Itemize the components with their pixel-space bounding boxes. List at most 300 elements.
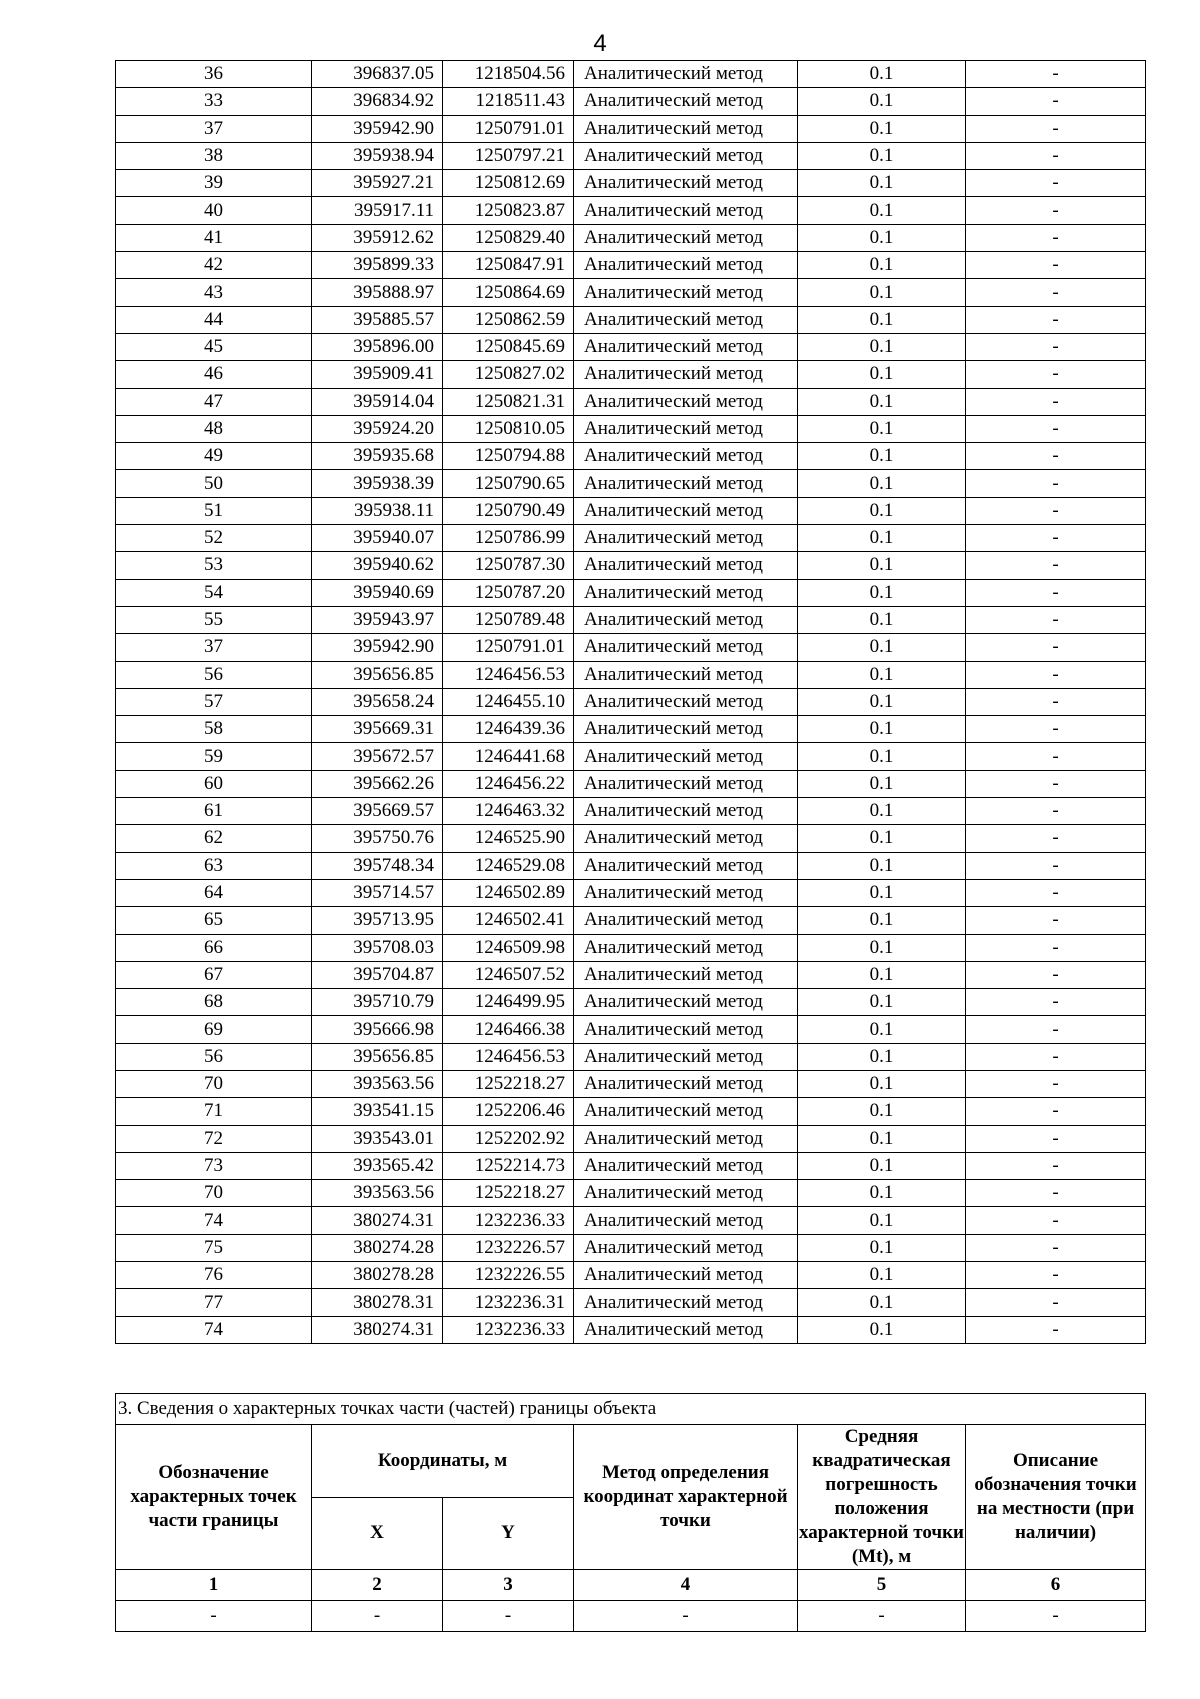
section-title: 3. Сведения о характерных точках части (частей) границы объекта	[116, 1394, 1146, 1425]
description-cell: -	[966, 197, 1146, 224]
table-row	[116, 1289, 1146, 1316]
empty-cell: -	[574, 1601, 798, 1632]
table-row	[116, 388, 1146, 415]
y-coordinate-cell: 1250845.69	[443, 333, 574, 360]
method-cell: Аналитический метод	[574, 388, 798, 415]
x-coordinate-cell: 395669.57	[312, 798, 443, 825]
description-cell: -	[966, 497, 1146, 524]
y-coordinate-cell: 1250789.48	[443, 606, 574, 633]
y-coordinate-cell: 1246455.10	[443, 688, 574, 715]
x-coordinate-cell: 395704.87	[312, 961, 443, 988]
point-id-cell: 45	[116, 333, 312, 360]
page-number: 4	[593, 30, 607, 57]
point-id-cell: 53	[116, 552, 312, 579]
x-coordinate-cell: 393563.56	[312, 1070, 443, 1097]
empty-cell: -	[116, 1601, 312, 1632]
description-cell: -	[966, 252, 1146, 279]
table-row	[116, 1234, 1146, 1261]
description-cell: -	[966, 743, 1146, 770]
description-cell: -	[966, 525, 1146, 552]
y-coordinate-cell: 1250790.65	[443, 470, 574, 497]
table-row	[116, 115, 1146, 142]
method-cell: Аналитический метод	[574, 1016, 798, 1043]
description-cell: -	[966, 579, 1146, 606]
y-coordinate-cell: 1250847.91	[443, 252, 574, 279]
table-row	[116, 525, 1146, 552]
error-cell: 0.1	[798, 333, 966, 360]
point-id-cell: 36	[116, 61, 312, 88]
point-id-cell: 44	[116, 306, 312, 333]
method-cell: Аналитический метод	[574, 61, 798, 88]
description-cell: -	[966, 1070, 1146, 1097]
x-coordinate-cell: 393563.56	[312, 1180, 443, 1207]
point-id-cell: 65	[116, 907, 312, 934]
empty-cell: -	[443, 1601, 574, 1632]
x-coordinate-cell: 395708.03	[312, 934, 443, 961]
error-cell: 0.1	[798, 279, 966, 306]
error-cell: 0.1	[798, 1289, 966, 1316]
table-row	[116, 688, 1146, 715]
description-cell: -	[966, 1125, 1146, 1152]
description-cell: -	[966, 1316, 1146, 1343]
y-coordinate-cell: 1232236.31	[443, 1289, 574, 1316]
method-cell: Аналитический метод	[574, 88, 798, 115]
description-cell: -	[966, 798, 1146, 825]
method-cell: Аналитический метод	[574, 1289, 798, 1316]
method-cell: Аналитический метод	[574, 989, 798, 1016]
header-coordinates: Координаты, м	[312, 1425, 574, 1498]
description-cell: -	[966, 1207, 1146, 1234]
method-cell: Аналитический метод	[574, 497, 798, 524]
point-id-cell: 48	[116, 415, 312, 442]
y-coordinate-cell: 1250787.30	[443, 552, 574, 579]
description-cell: -	[966, 1180, 1146, 1207]
table-row	[116, 1016, 1146, 1043]
error-cell: 0.1	[798, 798, 966, 825]
column-number: 3	[443, 1570, 574, 1601]
table-row	[116, 1316, 1146, 1343]
error-cell: 0.1	[798, 743, 966, 770]
method-cell: Аналитический метод	[574, 224, 798, 251]
method-cell: Аналитический метод	[574, 879, 798, 906]
y-coordinate-cell: 1246456.53	[443, 1043, 574, 1070]
method-cell: Аналитический метод	[574, 579, 798, 606]
y-coordinate-cell: 1246441.68	[443, 743, 574, 770]
error-cell: 0.1	[798, 606, 966, 633]
point-id-cell: 77	[116, 1289, 312, 1316]
description-cell: -	[966, 388, 1146, 415]
x-coordinate-cell: 380274.31	[312, 1207, 443, 1234]
method-cell: Аналитический метод	[574, 825, 798, 852]
method-cell: Аналитический метод	[574, 142, 798, 169]
point-id-cell: 42	[116, 252, 312, 279]
error-cell: 0.1	[798, 497, 966, 524]
table-row	[116, 634, 1146, 661]
method-cell: Аналитический метод	[574, 606, 798, 633]
description-cell: -	[966, 688, 1146, 715]
header-error: Средняя квадратическая погрешность положения характерной точки (Mt), м	[798, 1425, 966, 1570]
y-coordinate-cell: 1246502.89	[443, 879, 574, 906]
x-coordinate-cell: 395940.62	[312, 552, 443, 579]
error-cell: 0.1	[798, 306, 966, 333]
x-coordinate-cell: 395938.11	[312, 497, 443, 524]
x-coordinate-cell: 395899.33	[312, 252, 443, 279]
error-cell: 0.1	[798, 224, 966, 251]
y-coordinate-cell: 1246466.38	[443, 1016, 574, 1043]
point-id-cell: 74	[116, 1316, 312, 1343]
error-cell: 0.1	[798, 1207, 966, 1234]
description-cell: -	[966, 606, 1146, 633]
table-row	[116, 716, 1146, 743]
description-cell: -	[966, 661, 1146, 688]
y-coordinate-cell: 1246502.41	[443, 907, 574, 934]
table-row	[116, 306, 1146, 333]
error-cell: 0.1	[798, 879, 966, 906]
point-id-cell: 54	[116, 579, 312, 606]
point-id-cell: 62	[116, 825, 312, 852]
point-id-cell: 40	[116, 197, 312, 224]
method-cell: Аналитический метод	[574, 798, 798, 825]
description-cell: -	[966, 1262, 1146, 1289]
x-coordinate-cell: 393565.42	[312, 1152, 443, 1179]
empty-cell: -	[312, 1601, 443, 1632]
x-coordinate-cell: 396837.05	[312, 61, 443, 88]
header-description: Описание обозначения точки на местности (при наличии)	[966, 1425, 1146, 1570]
error-cell: 0.1	[798, 1316, 966, 1343]
y-coordinate-cell: 1250823.87	[443, 197, 574, 224]
table-row	[116, 552, 1146, 579]
error-cell: 0.1	[798, 1234, 966, 1261]
table-row	[116, 497, 1146, 524]
method-cell: Аналитический метод	[574, 1180, 798, 1207]
x-coordinate-cell: 395669.31	[312, 716, 443, 743]
point-id-cell: 69	[116, 1016, 312, 1043]
method-cell: Аналитический метод	[574, 415, 798, 442]
method-cell: Аналитический метод	[574, 1207, 798, 1234]
description-cell: -	[966, 825, 1146, 852]
method-cell: Аналитический метод	[574, 1152, 798, 1179]
error-cell: 0.1	[798, 1043, 966, 1070]
method-cell: Аналитический метод	[574, 743, 798, 770]
method-cell: Аналитический метод	[574, 197, 798, 224]
method-cell: Аналитический метод	[574, 1098, 798, 1125]
section-title-row	[116, 1394, 1146, 1425]
x-coordinate-cell: 395943.97	[312, 606, 443, 633]
x-coordinate-cell: 395942.90	[312, 115, 443, 142]
y-coordinate-cell: 1250827.02	[443, 361, 574, 388]
table-row	[116, 333, 1146, 360]
error-cell: 0.1	[798, 361, 966, 388]
error-cell: 0.1	[798, 770, 966, 797]
table-row	[116, 579, 1146, 606]
table-row	[116, 961, 1146, 988]
point-id-cell: 59	[116, 743, 312, 770]
error-cell: 0.1	[798, 1152, 966, 1179]
method-cell: Аналитический метод	[574, 1070, 798, 1097]
description-cell: -	[966, 61, 1146, 88]
y-coordinate-cell: 1250790.49	[443, 497, 574, 524]
point-id-cell: 72	[116, 1125, 312, 1152]
table-row	[116, 879, 1146, 906]
y-coordinate-cell: 1250829.40	[443, 224, 574, 251]
error-cell: 0.1	[798, 1180, 966, 1207]
method-cell: Аналитический метод	[574, 1316, 798, 1343]
point-id-cell: 76	[116, 1262, 312, 1289]
error-cell: 0.1	[798, 115, 966, 142]
table-row	[116, 798, 1146, 825]
y-coordinate-cell: 1250821.31	[443, 388, 574, 415]
x-coordinate-cell: 395917.11	[312, 197, 443, 224]
points-table-body	[116, 61, 1146, 1344]
table-row	[116, 1098, 1146, 1125]
description-cell: -	[966, 1289, 1146, 1316]
error-cell: 0.1	[798, 170, 966, 197]
method-cell: Аналитический метод	[574, 170, 798, 197]
error-cell: 0.1	[798, 579, 966, 606]
table-row	[116, 1125, 1146, 1152]
y-coordinate-cell: 1246509.98	[443, 934, 574, 961]
y-coordinate-cell: 1246456.22	[443, 770, 574, 797]
error-cell: 0.1	[798, 961, 966, 988]
method-cell: Аналитический метод	[574, 852, 798, 879]
point-id-cell: 70	[116, 1180, 312, 1207]
point-id-cell: 37	[116, 115, 312, 142]
error-cell: 0.1	[798, 470, 966, 497]
point-id-cell: 46	[116, 361, 312, 388]
y-coordinate-cell: 1246525.90	[443, 825, 574, 852]
table-row	[116, 934, 1146, 961]
error-cell: 0.1	[798, 634, 966, 661]
table-row	[116, 743, 1146, 770]
description-cell: -	[966, 115, 1146, 142]
description-cell: -	[966, 333, 1146, 360]
error-cell: 0.1	[798, 197, 966, 224]
y-coordinate-cell: 1218511.43	[443, 88, 574, 115]
y-coordinate-cell: 1250791.01	[443, 634, 574, 661]
method-cell: Аналитический метод	[574, 333, 798, 360]
description-cell: -	[966, 716, 1146, 743]
error-cell: 0.1	[798, 907, 966, 934]
method-cell: Аналитический метод	[574, 688, 798, 715]
description-cell: -	[966, 1016, 1146, 1043]
y-coordinate-cell: 1246507.52	[443, 961, 574, 988]
error-cell: 0.1	[798, 934, 966, 961]
column-number: 6	[966, 1570, 1146, 1601]
table-row	[116, 443, 1146, 470]
y-coordinate-cell: 1250787.20	[443, 579, 574, 606]
y-coordinate-cell: 1250786.99	[443, 525, 574, 552]
y-coordinate-cell: 1250812.69	[443, 170, 574, 197]
description-cell: -	[966, 852, 1146, 879]
y-coordinate-cell: 1232236.33	[443, 1207, 574, 1234]
header-method: Метод определения координат характерной точки	[574, 1425, 798, 1570]
error-cell: 0.1	[798, 88, 966, 115]
x-coordinate-cell: 395748.34	[312, 852, 443, 879]
x-coordinate-cell: 395942.90	[312, 634, 443, 661]
error-cell: 0.1	[798, 1125, 966, 1152]
x-coordinate-cell: 395924.20	[312, 415, 443, 442]
x-coordinate-cell: 395927.21	[312, 170, 443, 197]
y-coordinate-cell: 1246463.32	[443, 798, 574, 825]
x-coordinate-cell: 395914.04	[312, 388, 443, 415]
error-cell: 0.1	[798, 1070, 966, 1097]
description-cell: -	[966, 361, 1146, 388]
error-cell: 0.1	[798, 388, 966, 415]
table-row	[116, 197, 1146, 224]
column-number: 1	[116, 1570, 312, 1601]
header-x: X	[312, 1497, 443, 1570]
table-row	[116, 1070, 1146, 1097]
table-row	[116, 852, 1146, 879]
description-cell: -	[966, 989, 1146, 1016]
point-id-cell: 58	[116, 716, 312, 743]
method-cell: Аналитический метод	[574, 443, 798, 470]
description-cell: -	[966, 306, 1146, 333]
table-row	[116, 989, 1146, 1016]
table-row	[116, 279, 1146, 306]
error-cell: 0.1	[798, 716, 966, 743]
x-coordinate-cell: 395909.41	[312, 361, 443, 388]
point-id-cell: 68	[116, 989, 312, 1016]
x-coordinate-cell: 393541.15	[312, 1098, 443, 1125]
table-row	[116, 361, 1146, 388]
table-row	[116, 825, 1146, 852]
point-id-cell: 33	[116, 88, 312, 115]
x-coordinate-cell: 395938.39	[312, 470, 443, 497]
y-coordinate-cell: 1232226.55	[443, 1262, 574, 1289]
y-coordinate-cell: 1252206.46	[443, 1098, 574, 1125]
point-id-cell: 37	[116, 634, 312, 661]
method-cell: Аналитический метод	[574, 770, 798, 797]
point-id-cell: 39	[116, 170, 312, 197]
x-coordinate-cell: 395912.62	[312, 224, 443, 251]
y-coordinate-cell: 1246456.53	[443, 661, 574, 688]
method-cell: Аналитический метод	[574, 361, 798, 388]
description-cell: -	[966, 961, 1146, 988]
point-id-cell: 71	[116, 1098, 312, 1125]
error-cell: 0.1	[798, 989, 966, 1016]
method-cell: Аналитический метод	[574, 1043, 798, 1070]
y-coordinate-cell: 1252218.27	[443, 1070, 574, 1097]
point-id-cell: 56	[116, 1043, 312, 1070]
x-coordinate-cell: 395656.85	[312, 1043, 443, 1070]
column-number-row	[116, 1570, 1146, 1601]
point-id-cell: 74	[116, 1207, 312, 1234]
error-cell: 0.1	[798, 1016, 966, 1043]
method-cell: Аналитический метод	[574, 525, 798, 552]
y-coordinate-cell: 1250794.88	[443, 443, 574, 470]
header-y: Y	[443, 1497, 574, 1570]
description-cell: -	[966, 1234, 1146, 1261]
y-coordinate-cell: 1218504.56	[443, 61, 574, 88]
method-cell: Аналитический метод	[574, 306, 798, 333]
y-coordinate-cell: 1250810.05	[443, 415, 574, 442]
description-cell: -	[966, 224, 1146, 251]
point-id-cell: 75	[116, 1234, 312, 1261]
description-cell: -	[966, 879, 1146, 906]
description-cell: -	[966, 1043, 1146, 1070]
point-id-cell: 63	[116, 852, 312, 879]
column-number: 4	[574, 1570, 798, 1601]
description-cell: -	[966, 552, 1146, 579]
y-coordinate-cell: 1232236.33	[443, 1316, 574, 1343]
description-cell: -	[966, 170, 1146, 197]
y-coordinate-cell: 1232226.57	[443, 1234, 574, 1261]
point-id-cell: 52	[116, 525, 312, 552]
table-row	[116, 1207, 1146, 1234]
table-row	[116, 907, 1146, 934]
description-cell: -	[966, 142, 1146, 169]
x-coordinate-cell: 395885.57	[312, 306, 443, 333]
error-cell: 0.1	[798, 661, 966, 688]
point-id-cell: 57	[116, 688, 312, 715]
error-cell: 0.1	[798, 415, 966, 442]
empty-data-row	[116, 1601, 1146, 1632]
table-row	[116, 1152, 1146, 1179]
section3-table	[115, 1393, 1146, 1632]
y-coordinate-cell: 1250791.01	[443, 115, 574, 142]
method-cell: Аналитический метод	[574, 115, 798, 142]
header-row-1	[116, 1425, 1146, 1498]
description-cell: -	[966, 907, 1146, 934]
x-coordinate-cell: 395750.76	[312, 825, 443, 852]
description-cell: -	[966, 634, 1146, 661]
table-row	[116, 661, 1146, 688]
x-coordinate-cell: 395662.26	[312, 770, 443, 797]
point-id-cell: 51	[116, 497, 312, 524]
description-cell: -	[966, 443, 1146, 470]
error-cell: 0.1	[798, 142, 966, 169]
table-row	[116, 88, 1146, 115]
table-row	[116, 606, 1146, 633]
method-cell: Аналитический метод	[574, 661, 798, 688]
y-coordinate-cell: 1252214.73	[443, 1152, 574, 1179]
table-row	[116, 1180, 1146, 1207]
error-cell: 0.1	[798, 825, 966, 852]
table-row	[116, 224, 1146, 251]
error-cell: 0.1	[798, 1262, 966, 1289]
description-cell: -	[966, 88, 1146, 115]
error-cell: 0.1	[798, 61, 966, 88]
x-coordinate-cell: 395938.94	[312, 142, 443, 169]
table-row	[116, 770, 1146, 797]
point-id-cell: 50	[116, 470, 312, 497]
x-coordinate-cell: 393543.01	[312, 1125, 443, 1152]
method-cell: Аналитический метод	[574, 1234, 798, 1261]
point-id-cell: 64	[116, 879, 312, 906]
point-id-cell: 60	[116, 770, 312, 797]
method-cell: Аналитический метод	[574, 1262, 798, 1289]
point-id-cell: 73	[116, 1152, 312, 1179]
description-cell: -	[966, 279, 1146, 306]
error-cell: 0.1	[798, 552, 966, 579]
column-number: 5	[798, 1570, 966, 1601]
description-cell: -	[966, 934, 1146, 961]
x-coordinate-cell: 395656.85	[312, 661, 443, 688]
method-cell: Аналитический метод	[574, 552, 798, 579]
point-id-cell: 47	[116, 388, 312, 415]
empty-cell: -	[966, 1601, 1146, 1632]
x-coordinate-cell: 395940.07	[312, 525, 443, 552]
y-coordinate-cell: 1250862.59	[443, 306, 574, 333]
x-coordinate-cell: 395714.57	[312, 879, 443, 906]
table-row	[116, 142, 1146, 169]
point-id-cell: 56	[116, 661, 312, 688]
x-coordinate-cell: 380274.31	[312, 1316, 443, 1343]
table-row	[116, 170, 1146, 197]
table-row	[116, 415, 1146, 442]
table-row	[116, 1262, 1146, 1289]
